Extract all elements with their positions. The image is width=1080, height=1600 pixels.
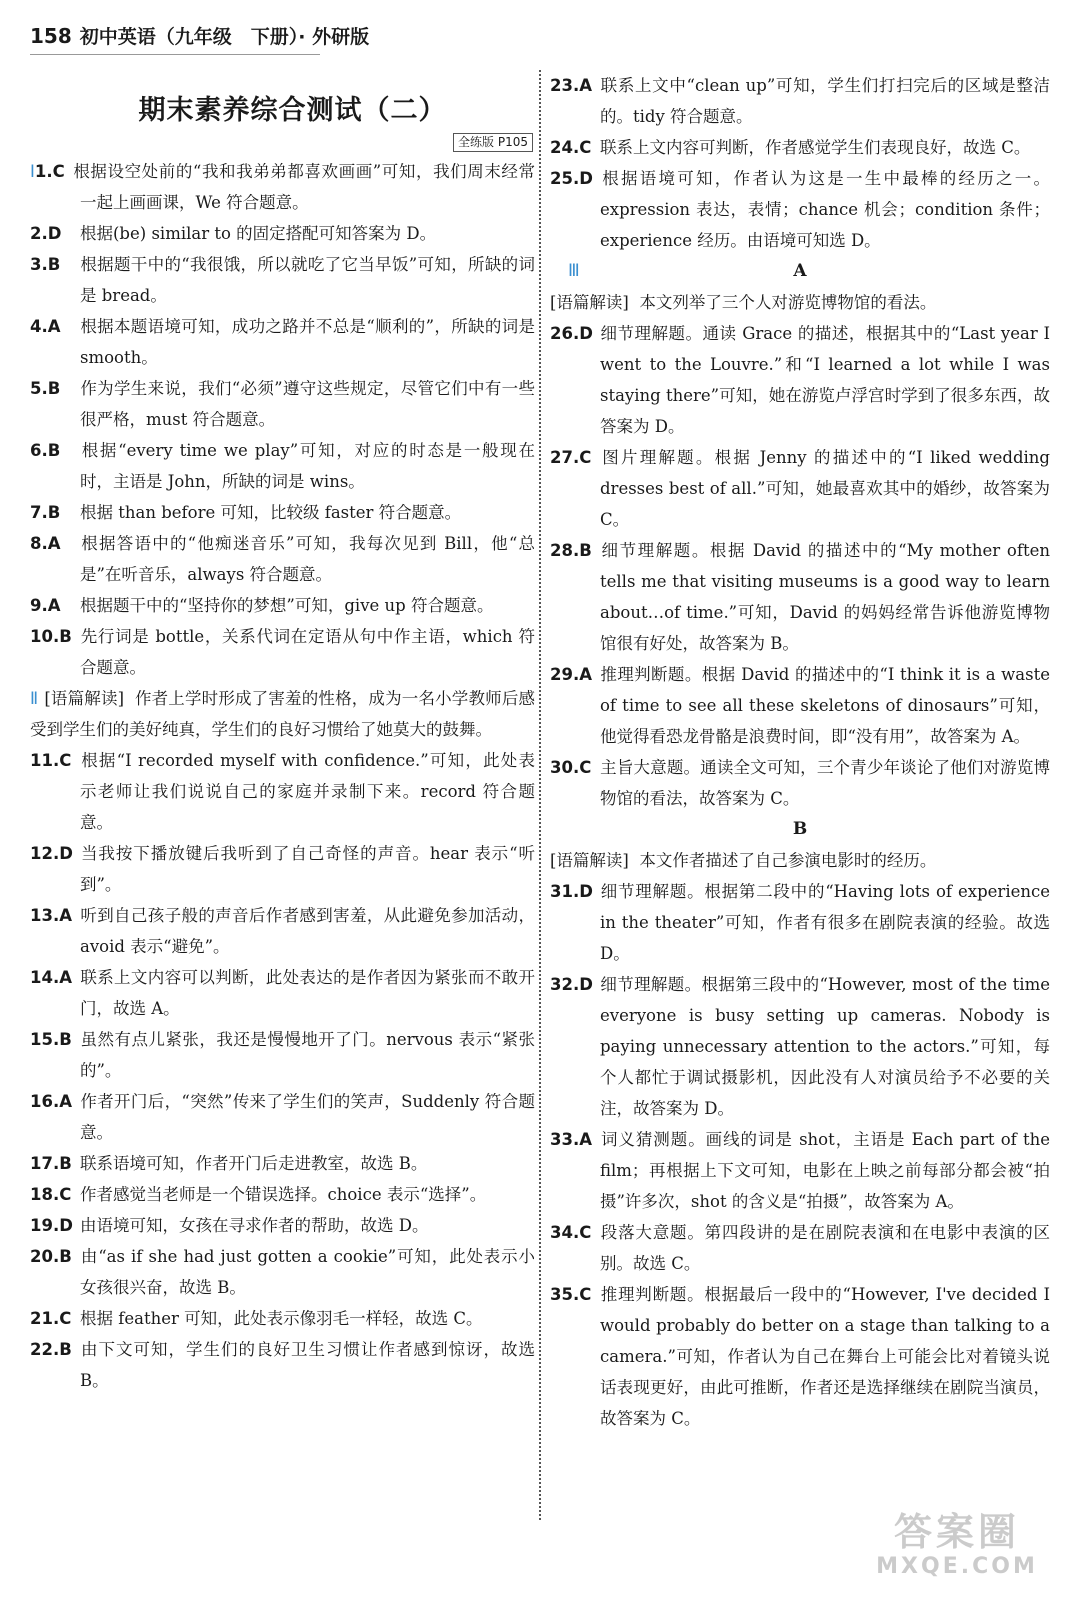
- answer-number: Ⅰ1.C: [30, 162, 65, 181]
- answer-number: 5.B: [30, 379, 61, 398]
- answer-number: 19.D: [30, 1216, 73, 1235]
- answer-explanation: 作者感觉当老师是一个错误选择。choice 表示“选择”。: [80, 1185, 487, 1204]
- answer-explanation: 细节理解题。根据第二段中的“Having lots of experience in the theater”可知，作者有很多在剧院表演的经验。故选 D。: [600, 882, 1050, 963]
- answer-item: [550, 442, 1050, 535]
- answer-explanation: 细节理解题。根据第三段中的“However, most of the time everyone is busy setting up cameras. Nobody is paying unnecessary attention to the actors.”可知，每个人都忙于调试摄影机，因此没有人对演员给予不必要的关注，故答案为 D。: [600, 975, 1050, 1118]
- answer-number: 17.B: [30, 1154, 72, 1173]
- answer-number: 18.C: [30, 1185, 72, 1204]
- answer-number: 4.A: [30, 317, 61, 336]
- answer-explanation: 根据答语中的“他痴迷音乐”可知，我每次见到 Bill，他“总是”在听音乐，always 符合题意。: [80, 534, 535, 584]
- answer-number: 2.D: [30, 224, 62, 243]
- answer-number: 13.A: [30, 906, 72, 925]
- answer-number: 11.C: [30, 751, 72, 770]
- passage-summary-A: [语篇解读] 本文列举了三个人对游览博物馆的看法。: [550, 293, 937, 312]
- answer-explanation: 由语境可知，女孩在寻求作者的帮助，故选 D。: [80, 1216, 429, 1235]
- answer-number: 12.D: [30, 844, 73, 863]
- answer-item: [30, 1210, 535, 1241]
- answer-item: [30, 1334, 535, 1396]
- answer-number: 27.C: [550, 448, 592, 467]
- answer-item: [30, 1179, 535, 1210]
- answer-explanation: 听到自己孩子般的声音后作者感到害羞，从此避免参加活动，avoid 表示“避免”。: [80, 906, 535, 956]
- answer-item: [30, 1241, 535, 1303]
- answer-explanation: 由“as if she had just gotten a cookie”可知，此处表示小女孩很兴奋，故选 B。: [80, 1247, 535, 1297]
- answer-item: [30, 311, 535, 373]
- answer-number: 7.B: [30, 503, 61, 522]
- answer-explanation: 推理判断题。根据 David 的描述中的“I think it is a waste of time to see all these skeletons of dinosaurs”可知，他觉得看恐龙骨骼是浪费时间，即“没有用”，故答案为 A。: [600, 665, 1050, 746]
- answer-explanation: 虽然有点儿紧张，我还是慢慢地开了门。nervous 表示“紧张的”。: [80, 1030, 535, 1080]
- answer-number: 32.D: [550, 975, 593, 994]
- answer-explanation: 联系上文内容可判断，作者感觉学生们表现良好，故选 C。: [600, 138, 1031, 157]
- answer-explanation: 联系上文内容可以判断，此处表达的是作者因为紧张而不敢开门，故选 A。: [80, 968, 535, 1018]
- answer-number: 26.D: [550, 324, 593, 343]
- section-A-heading: Ⅲ A: [550, 256, 1050, 287]
- answer-number: 34.C: [550, 1223, 592, 1242]
- answer-number: 29.A: [550, 665, 592, 684]
- answer-number: 20.B: [30, 1247, 72, 1266]
- book-title: 初中英语（九年级 下册）· 外研版: [79, 26, 370, 48]
- answer-item: [550, 132, 1050, 163]
- answer-explanation: 主旨大意题。通读全文可知，三个青少年谈论了他们对游览博物馆的看法，故答案为 C。: [600, 758, 1050, 808]
- answer-item: [30, 590, 535, 621]
- page-number: 158: [30, 24, 72, 48]
- answer-number: 6.B: [30, 441, 61, 460]
- answer-item: [30, 435, 535, 497]
- answer-explanation: 根据题干中的“坚持你的梦想”可知，give up 符合题意。: [80, 596, 494, 615]
- answer-explanation: 由下文可知，学生们的良好卫生习惯让作者感到惊讶，故选 B。: [80, 1340, 535, 1390]
- answer-explanation: 根据“every time we play”可知，对应的时态是一般现在时，主语是 John，所缺的词是 wins。: [80, 441, 535, 491]
- answer-number: 30.C: [550, 758, 592, 777]
- answer-number: 33.A: [550, 1130, 592, 1149]
- answer-item: [550, 535, 1050, 659]
- answer-explanation: 细节理解题。根据 David 的描述中的“My mother often tells me that visiting museums is a good way to learn about…of time.”可知，David 的妈妈经常告诉他游览博物馆很有好处，故答案为 B。: [600, 541, 1050, 653]
- answer-explanation: 根据 than before 可知，比较级 faster 符合题意。: [80, 503, 462, 522]
- answer-item: [550, 659, 1050, 752]
- page-header: [30, 22, 369, 52]
- answer-number: 28.B: [550, 541, 592, 560]
- answer-item: [550, 70, 1050, 132]
- answer-number: 3.B: [30, 255, 61, 274]
- answer-number: 10.B: [30, 627, 72, 646]
- watermark-logo: 答案圈 MXQE.COM: [876, 1510, 1038, 1579]
- answer-number: 24.C: [550, 138, 592, 157]
- passage-summary-B: [语篇解读] 本文作者描述了自己参演电影时的经历。: [550, 851, 937, 870]
- answer-number: 21.C: [30, 1309, 72, 1328]
- answer-explanation: 段落大意题。第四段讲的是在剧院表演和在电影中表演的区别。故选 C。: [600, 1223, 1050, 1273]
- answer-item: [30, 218, 535, 249]
- answer-explanation: 根据 feather 可知，此处表示像羽毛一样轻，故选 C。: [80, 1309, 483, 1328]
- answer-item: [550, 969, 1050, 1124]
- section-mark-III: Ⅲ: [568, 261, 580, 281]
- answer-item: [550, 318, 1050, 442]
- answer-number: 15.B: [30, 1030, 72, 1049]
- answer-explanation: 作为学生来说，我们“必须”遵守这些规定，尽管它们中有一些很严格，must 符合题意。: [80, 379, 535, 429]
- answer-number: 16.A: [30, 1092, 72, 1111]
- answer-item: [550, 1124, 1050, 1217]
- answer-number: 22.B: [30, 1340, 72, 1359]
- answer-explanation: 根据设空处前的“我和我弟弟都喜欢画画”可知，我们周末经常一起上画画课，We 符合题意。: [72, 162, 535, 212]
- answer-item: [30, 1086, 535, 1148]
- answer-item: [30, 528, 535, 590]
- left-column: [30, 70, 535, 1396]
- column-divider: [539, 70, 541, 1520]
- answer-explanation: 根据语境可知，作者认为这是一生中最棒的经历之一。expression 表达，表情；chance 机会；condition 条件；experience 经历。由语境可知选 D。: [600, 169, 1050, 250]
- answer-number: 31.D: [550, 882, 593, 901]
- answer-explanation: 根据“I recorded myself with confidence.”可知，此处表示老师让我们说说自己的家庭并录制下来。record 符合题意。: [80, 751, 535, 832]
- answer-explanation: 联系上文中“clean up”可知，学生们打扫完后的区域是整洁的。tidy 符合题意。: [600, 76, 1050, 126]
- header-rule: [30, 54, 320, 55]
- answer-explanation: 根据题干中的“我很饿，所以就吃了它当早饭”可知，所缺的词是 bread。: [80, 255, 535, 305]
- section-B-heading: B: [792, 819, 808, 839]
- answer-explanation: 根据(be) similar to 的固定搭配可知答案为 D。: [80, 224, 437, 243]
- answer-number: 9.A: [30, 596, 61, 615]
- answer-item: [550, 163, 1050, 256]
- answer-item: [550, 876, 1050, 969]
- page-title: 期末素养综合测试（二）: [138, 95, 447, 126]
- answer-item: [30, 900, 535, 962]
- answer-number: 23.A: [550, 76, 592, 95]
- answer-item: [30, 497, 535, 528]
- answer-item: [30, 249, 535, 311]
- answer-item: [30, 1024, 535, 1086]
- section-mark-II: Ⅱ: [30, 689, 39, 708]
- answer-item: [550, 1217, 1050, 1279]
- answer-explanation: 当我按下播放键后我听到了自己奇怪的声音。hear 表示“听到”。: [80, 844, 535, 894]
- answer-item: [30, 1148, 535, 1179]
- answer-explanation: 先行词是 bottle，关系代词在定语从句中作主语，which 符合题意。: [80, 627, 535, 677]
- answer-item: [30, 838, 535, 900]
- answer-explanation: 联系语境可知，作者开门后走进教室，故选 B。: [80, 1154, 428, 1173]
- answer-item: [30, 621, 535, 683]
- answer-explanation: 词义猜测题。画线的词是 shot，主语是 Each part of the film；再根据上下文可知，电影在上映之前每部分都会被“拍摄”许多次，shot 的含义是“拍摄”，故答案为 A。: [600, 1130, 1050, 1211]
- right-column: [550, 70, 1050, 1434]
- answer-item: [30, 745, 535, 838]
- answer-number: 8.A: [30, 534, 61, 553]
- answer-number: 35.C: [550, 1285, 592, 1304]
- answer-explanation: 根据本题语境可知，成功之路并不总是“顺利的”，所缺的词是 smooth。: [80, 317, 535, 367]
- reference-tag: 全练版 P105: [453, 133, 533, 152]
- answer-explanation: 推理判断题。根据最后一段中的“However, I've decided I would probably do better on a stage than talking to a camera.”可知，作者认为自己在舞台上可能会比对着镜头说话表现更好，由此可推断，作者还是选择继续在剧院当演员，故答案为 C。: [600, 1285, 1050, 1428]
- answer-item: [30, 962, 535, 1024]
- answer-item: [550, 752, 1050, 814]
- answer-explanation: 图片理解题。根据 Jenny 的描述中的“I liked wedding dresses best of all.”可知，她最喜欢其中的婚纱，故答案为 C。: [600, 448, 1050, 529]
- answer-explanation: 细节理解题。通读 Grace 的描述，根据其中的“Last year I went to the Louvre.”和“I learned a lot while I was staying there”可知，她在游览卢浮宫时学到了很多东西，故答案为 D。: [600, 324, 1050, 436]
- answer-item: [550, 1279, 1050, 1434]
- passage-summary-II: Ⅱ [语篇解读] 作者上学时形成了害羞的性格，成为一名小学教师后感受到学生们的美好纯真，学生们的良好习惯给了她莫大的鼓舞。: [30, 689, 536, 739]
- answer-number: 14.A: [30, 968, 72, 987]
- section-mark-I: Ⅰ: [30, 162, 35, 181]
- answer-item: [30, 156, 535, 218]
- answer-number: 25.D: [550, 169, 593, 188]
- answer-item: [30, 1303, 535, 1334]
- answer-item: [30, 373, 535, 435]
- answer-explanation: 作者开门后，“突然”传来了学生们的笑声，Suddenly 符合题意。: [80, 1092, 535, 1142]
